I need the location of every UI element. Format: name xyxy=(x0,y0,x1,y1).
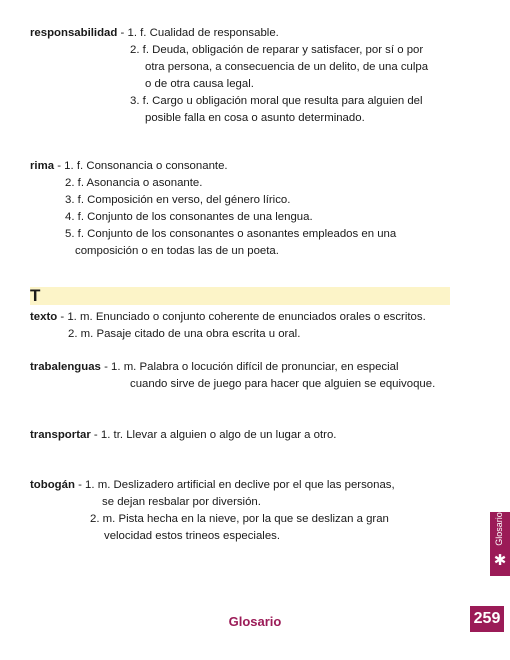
entry-term: texto xyxy=(30,311,58,323)
entry-definition: - 1. f. Cualidad de responsable. xyxy=(117,27,279,39)
entry-definition: - 1. tr. Llevar a alguien o algo de un lugar a otro. xyxy=(90,429,337,441)
entry-definition: - 1. m. Palabra o locución difícil de pronunciar, en especial xyxy=(100,361,399,373)
entry-responsabilidad-line-1 xyxy=(30,25,279,41)
star-icon: ✱ xyxy=(493,552,507,569)
entry-definition: - 1. m. Enunciado o conjunto coherente de enunciados orales o escritos. xyxy=(57,311,426,323)
entry-definition-line: 5. f. Conjunto de los consonantes o asonantes empleados en una xyxy=(65,228,397,240)
entry-definition-line: 2. f. Deuda, obligación de reparar y satisfacer, por sí o por xyxy=(130,44,424,56)
footer-title: Glosario xyxy=(228,614,282,629)
entry-definition-line: 2. m. Pista hecha en la nieve, por la que se deslizan a gran xyxy=(90,513,389,525)
entry-trabalenguas-line-1 xyxy=(30,359,399,375)
entry-term: trabalenguas xyxy=(30,361,101,373)
entry-definition-line: 4. f. Conjunto de los consonantes de una lengua. xyxy=(65,211,313,223)
entry-term: rima xyxy=(30,160,55,172)
entry-texto-line-1 xyxy=(30,309,426,325)
entry-definition-line: o de otra causa legal. xyxy=(145,78,254,90)
entry-definition-line: 2. f. Asonancia o asonante. xyxy=(65,177,203,189)
entry-definition-line: velocidad estos trineos especiales. xyxy=(104,530,281,542)
entry-definition-line: 3. f. Cargo u obligación moral que resulta para alguien del xyxy=(130,95,423,107)
entry-definition-line: se dejan resbalar por diversión. xyxy=(102,496,261,508)
entry-transportar-line-1 xyxy=(30,427,336,443)
entry-term: tobogán xyxy=(30,479,75,491)
page-number: 259 xyxy=(470,606,504,632)
section-letter-band xyxy=(30,287,450,305)
section-letter: T xyxy=(30,286,41,305)
entry-definition: - 1. m. Deslizadero artificial en declive por el que las personas, xyxy=(74,479,395,491)
entry-term: transportar xyxy=(30,429,91,441)
entry-definition-line: otra persona, a consecuencia de un delito, de una culpa xyxy=(145,61,429,73)
entry-definition-line: 3. f. Composición en verso, del género lírico. xyxy=(65,194,291,206)
entry-definition-line: 2. m. Pasaje citado de una obra escrita u oral. xyxy=(68,328,301,340)
entry-definition-line: posible falla en cosa o asunto determinado. xyxy=(145,112,365,124)
entry-term: responsabilidad xyxy=(30,27,118,39)
side-tab-label: Glosario xyxy=(494,512,504,546)
entry-definition: - 1. f. Consonancia o consonante. xyxy=(54,160,228,172)
entry-tobogan-line-1 xyxy=(30,477,395,493)
entry-rima-line-1 xyxy=(30,158,228,174)
entry-definition-line: composición o en todas las de un poeta. xyxy=(75,245,279,257)
entry-definition-line: cuando sirve de juego para hacer que alguien se equivoque. xyxy=(130,378,436,390)
